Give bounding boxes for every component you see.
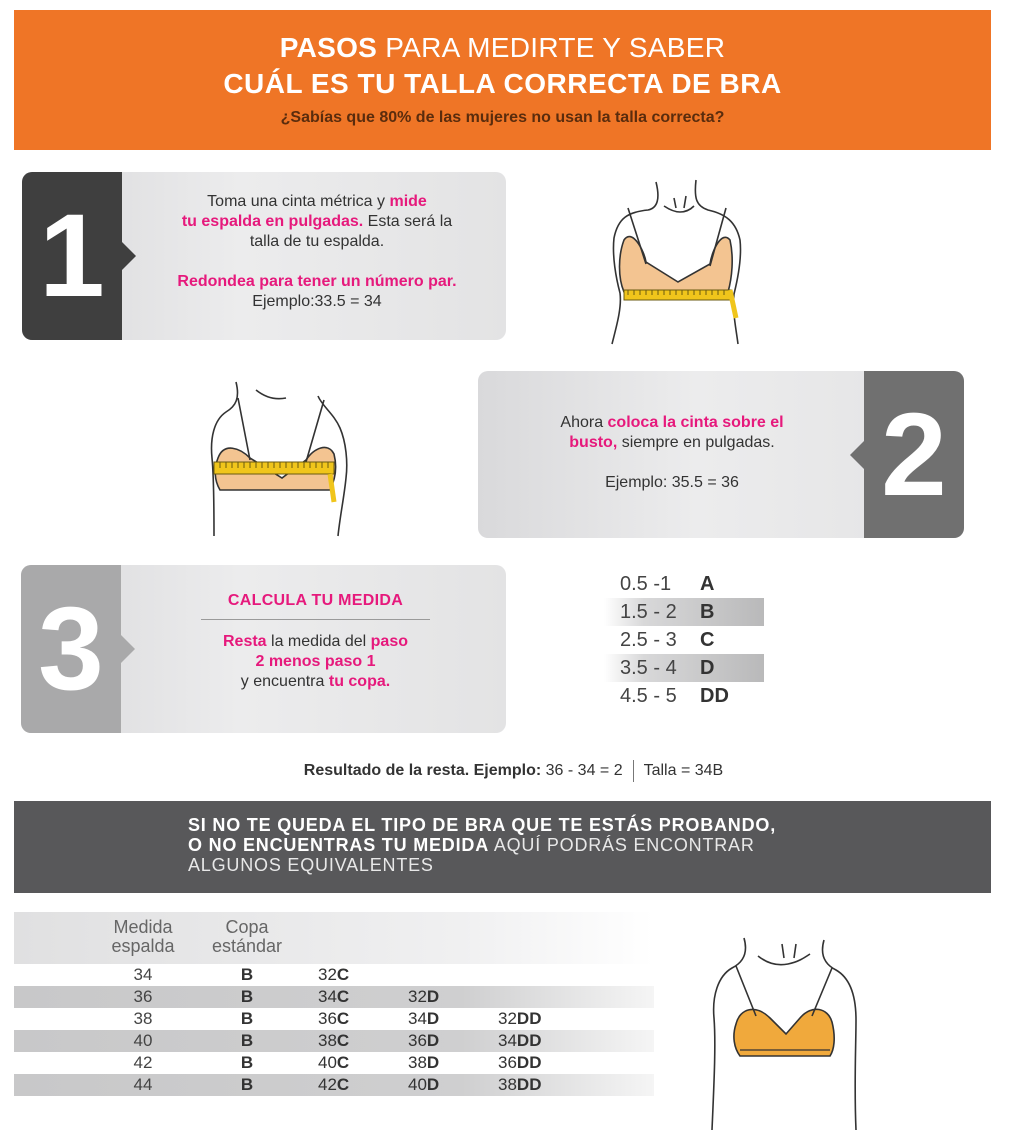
- table-header: [14, 912, 654, 964]
- header-line-2: CUÁL ES TU TALLA CORRECTA DE BRA: [223, 68, 782, 99]
- equivalents-table: [14, 912, 654, 1096]
- header-subtitle: ¿Sabías que 80% de las mujeres no usan la talla correcta?: [280, 109, 725, 126]
- cup-ranges: [604, 570, 764, 710]
- step-3-number: 3: [21, 565, 121, 733]
- header-copa-estandar: Copa estándar: [211, 917, 283, 956]
- header-banner: [14, 10, 991, 150]
- step-2-text: Ahora coloca la cinta sobre el busto, siempre en pulgadas. Ejemplo: 35.5 = 36: [560, 414, 784, 491]
- orange-bra-illustration: [700, 934, 870, 1134]
- table-row: 40 B 38C 36D 34DD: [14, 1030, 654, 1052]
- equivalents-banner: SI NO TE QUEDA EL TIPO DE BRA QUE TE ESTÁS PROBANDO, O NO ENCUENTRAS TU MEDIDA AQUÍ PODRÁS ENCONTRAR ALGUNOS EQUIVALENTES: [14, 801, 991, 893]
- cup-row: 0.5 -1 A: [620, 573, 715, 595]
- table-row: 34 B 32C: [133, 965, 350, 984]
- step-1-card: [22, 172, 506, 340]
- step-1-text: Toma una cinta métrica y mide tu espalda en pulgadas. Esta será la talla de tu espalda. Redondea para tener un número par. Ejemplo:33.5 = 34: [177, 193, 457, 310]
- step-2-number: 2: [864, 371, 964, 538]
- result-divider: [633, 760, 634, 782]
- header-line-1: PASOS PARA MEDIRTE Y SABER: [279, 32, 726, 63]
- table-row: 38 B 36C 34D 32DD: [133, 1009, 542, 1028]
- header-medida-espalda: Medida espalda: [111, 917, 175, 956]
- table-row: 36 B 34C 32D: [14, 986, 654, 1008]
- cup-row: 4.5 - 5 DD: [620, 685, 729, 707]
- result-example: Resultado de la resta. Ejemplo: 36 - 34 = 2 Talla = 34B: [0, 760, 1027, 782]
- back-measure-illustration: [598, 178, 758, 346]
- table-row: 42 B 40C 38D 36DD: [133, 1053, 542, 1072]
- step-1-number: 1: [22, 172, 122, 340]
- calc-title: CALCULA TU MEDIDA: [201, 591, 430, 620]
- cup-row: 3.5 - 4 D: [604, 654, 764, 682]
- bust-measure-illustration: [206, 378, 356, 538]
- cup-row: 2.5 - 3 C: [620, 629, 715, 651]
- step-2-notch: [850, 441, 864, 469]
- step-3-text: CALCULA TU MEDIDA Resta la medida del paso 2 menos paso 1 y encuentra tu copa.: [131, 591, 500, 692]
- step-3-card: [21, 565, 506, 733]
- cup-row: 1.5 - 2 B: [604, 598, 764, 626]
- table-row: 44 B 42C 40D 38DD: [14, 1074, 654, 1096]
- step-2-card: [478, 371, 964, 538]
